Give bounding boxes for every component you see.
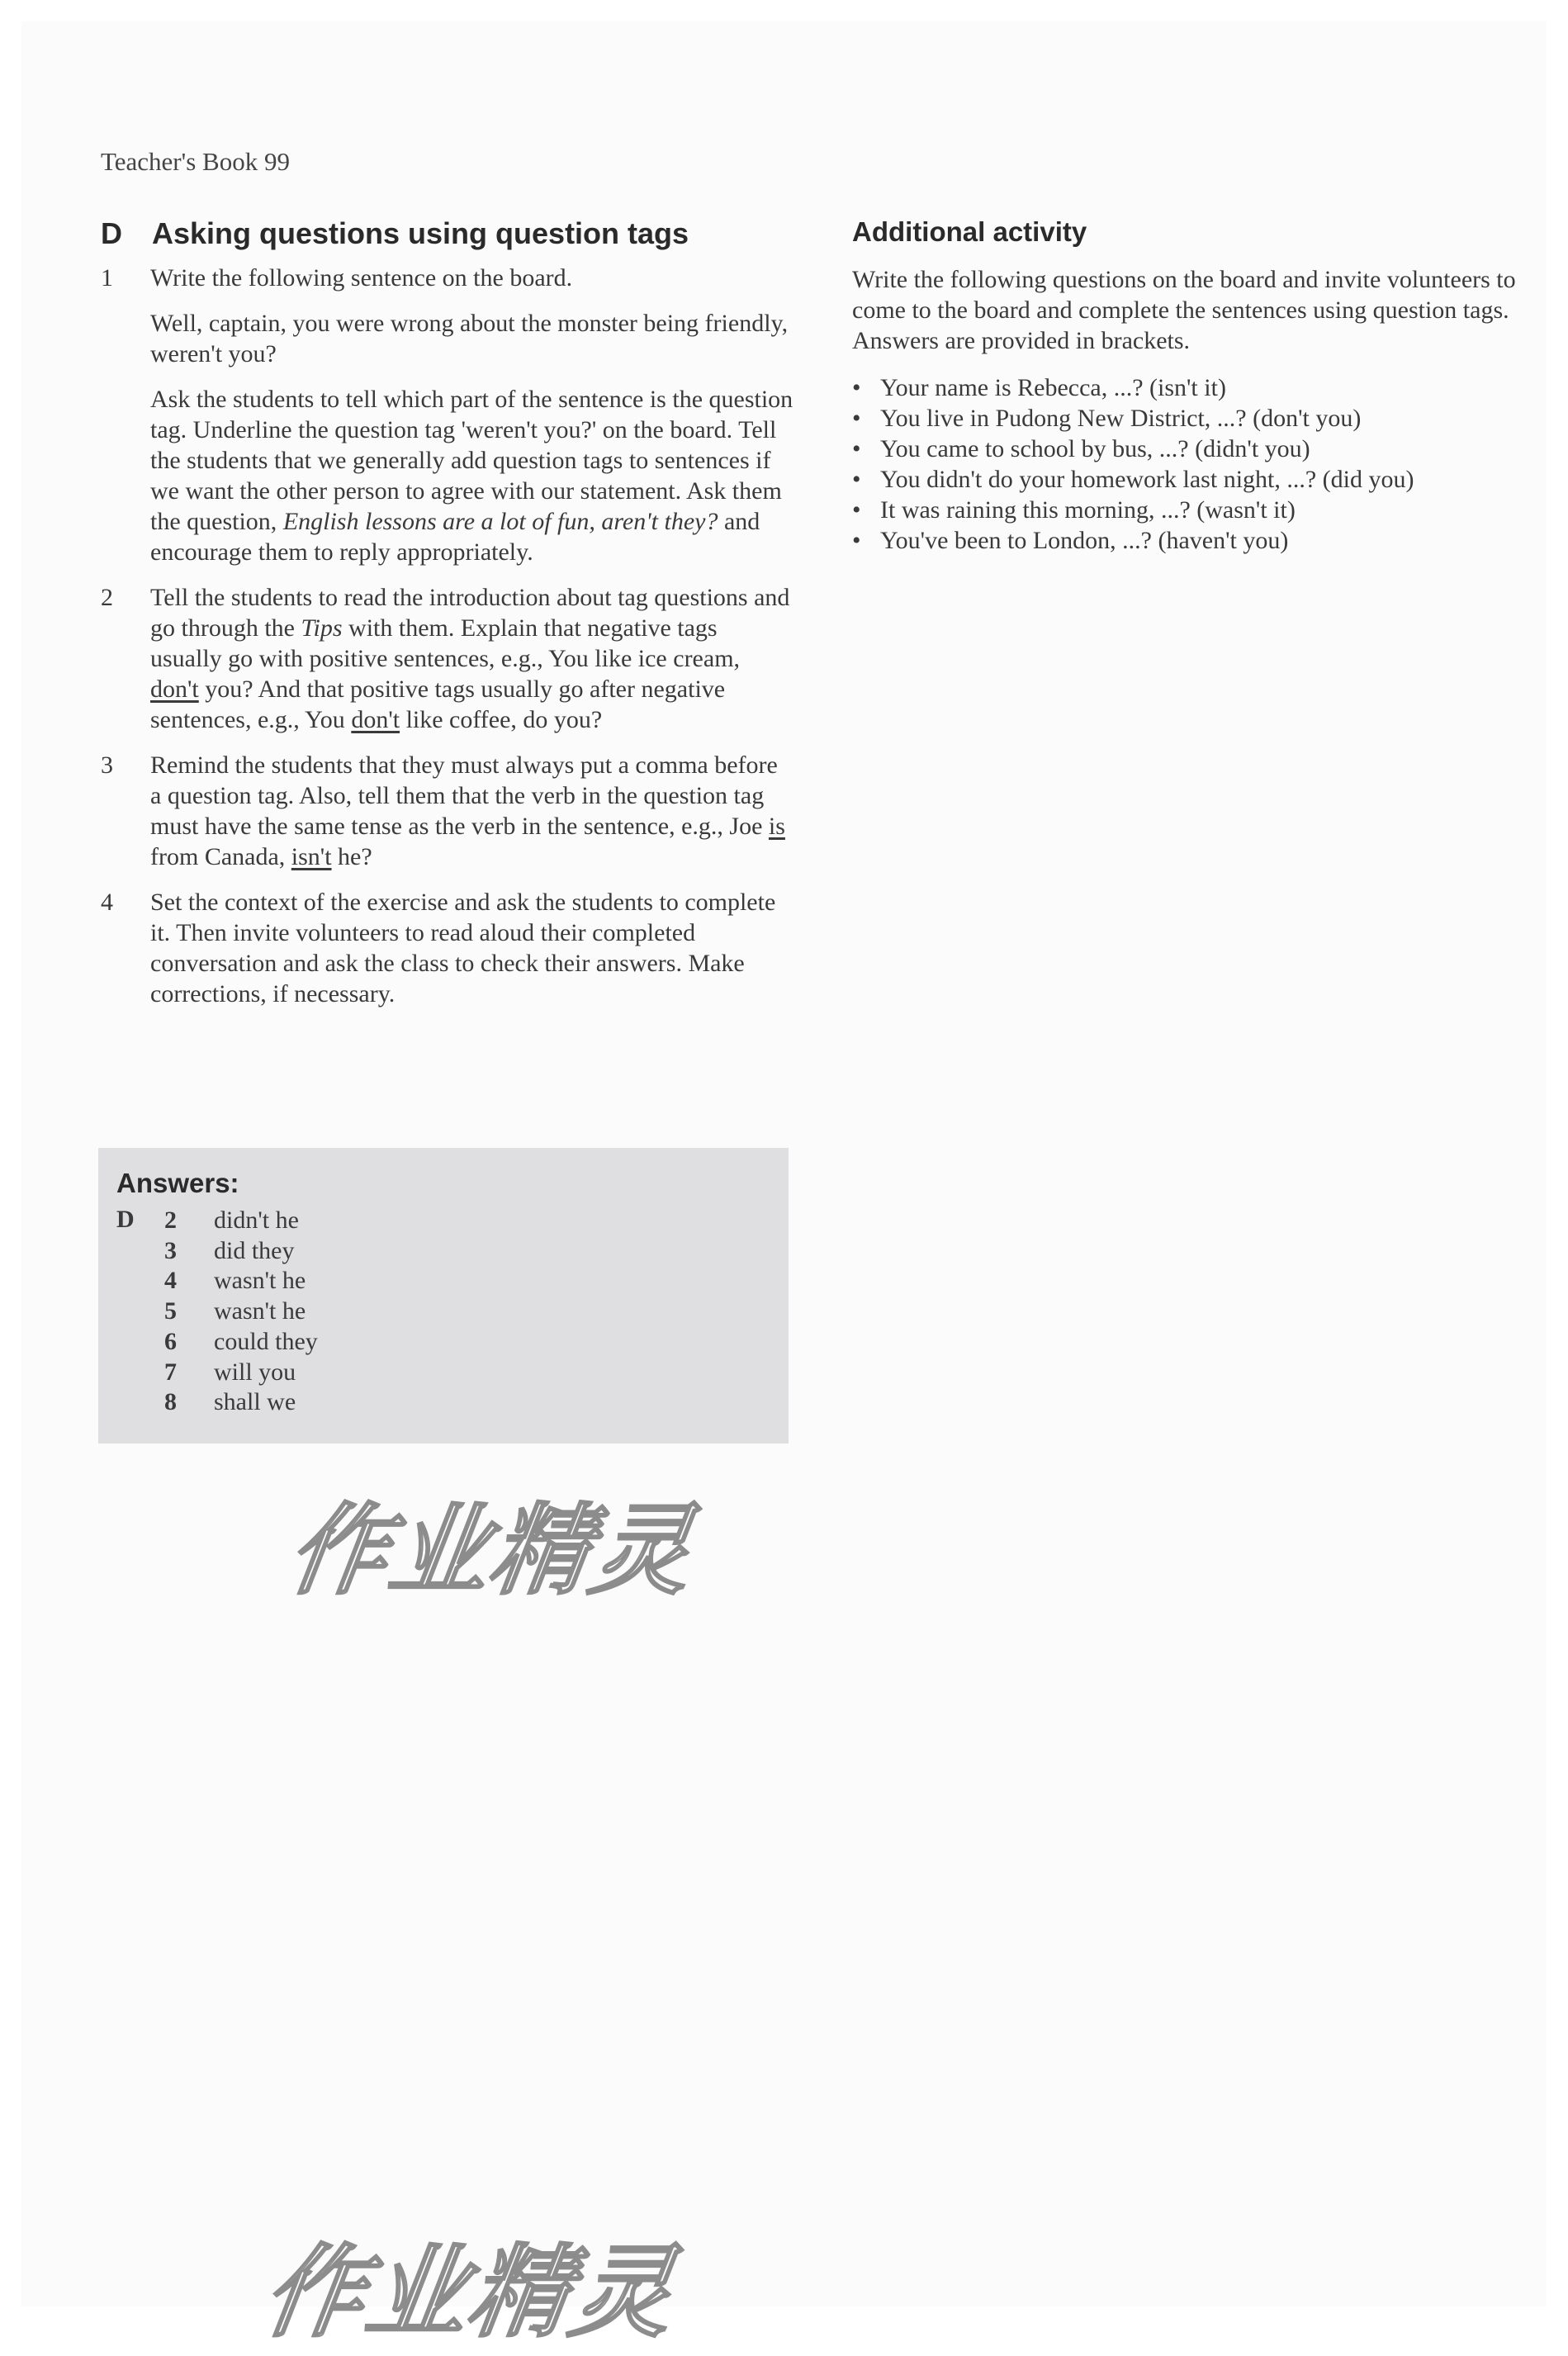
step-1-explanation: Ask the students to tell which part of the sentence is the question tag. Underline the question tag 'weren't you?' on the board. Tell the students that we generally add question tags to sentences if we want the other person to agree with our statement. Ask them the question, English lessons are a lot of fun, aren't they? and encourage them to reply appropriately. [150,386,793,566]
list-item: • You came to school by bus, ...? (didn't you) [852,435,1310,462]
answer-item: 4 wasn't he [164,1267,306,1295]
list-item: • You didn't do your homework last night, ...? (did you) [852,466,1414,493]
step-1-text: Write the following sentence on the board. [150,264,573,292]
bullet-icon: • [852,527,861,554]
answer-item: 3 did they [164,1236,295,1264]
left-column [101,216,794,1024]
step-number: 3 [101,751,113,779]
answers-box [98,1148,789,1443]
step-3-text: Remind the students that they must always put a comma before a question tag. Also, tell them that the verb in the question tag must have the same tense as the verb in the sentence, e.g., Joe is from Canada, isn't he? [150,751,785,870]
step-4 [101,887,794,1009]
answer-item: 2 didn't he [164,1206,299,1234]
answer-item: 8 shall we [164,1388,296,1416]
question-list [852,372,1529,556]
step-4-text: Set the context of the exercise and ask the students to complete it. Then invite volunteers to read aloud their completed conversation and ask the class to check their answers. Make corrections, if necessary. [150,889,776,1007]
running-head: Teacher's Book 99 [101,147,290,176]
list-item: • It was raining this morning, ...? (wasn't it) [852,496,1296,524]
bullet-icon: • [852,374,861,401]
step-1-example: Well, captain, you were wrong about the monster being friendly, weren't you? [150,310,789,367]
step-3 [101,750,794,872]
additional-activity-heading: Additional activity [852,216,1087,247]
watermark: 作业精灵 [281,1494,701,1609]
answer-item: 7 will you [164,1358,296,1386]
step-number: 1 [101,264,113,292]
bullet-icon: • [852,466,861,493]
step-2-text: Tell the students to read the introduction about tag questions and go through the Tips with them. Explain that negative tags usually go with positive sentences, e.g., You like ice cream, don't you? And that positive tags usually go after negative sentences, e.g., You don't like coffee, do you? [150,584,790,733]
answers-section-letter: D [116,1206,135,1233]
bullet-icon: • [852,435,861,462]
step-number: 4 [101,889,113,916]
bullet-icon: • [852,405,861,432]
step-2 [101,582,794,735]
answers-title: Answers: [116,1168,239,1198]
watermark: 作业精灵 [256,2234,683,2351]
section-title: Asking questions using question tags [152,216,689,250]
step-1 [101,263,794,567]
right-column [852,216,1529,556]
bullet-icon: • [852,496,861,524]
answers-list [163,1206,318,1418]
list-item: • You live in Pudong New District, ...? (don't you) [852,405,1362,432]
section-letter: D [101,216,122,250]
section-heading [101,216,794,251]
step-number: 2 [101,584,113,611]
answer-item: 6 could they [164,1327,318,1355]
list-item: • You've been to London, ...? (haven't you) [852,527,1289,554]
answer-item: 5 wasn't he [164,1297,306,1325]
additional-activity-intro: Write the following questions on the board and invite volunteers to come to the board and complete the sentences using question tags. Answers are provided in brackets. [852,266,1516,354]
list-item: • Your name is Rebecca, ...? (isn't it) [852,374,1226,401]
